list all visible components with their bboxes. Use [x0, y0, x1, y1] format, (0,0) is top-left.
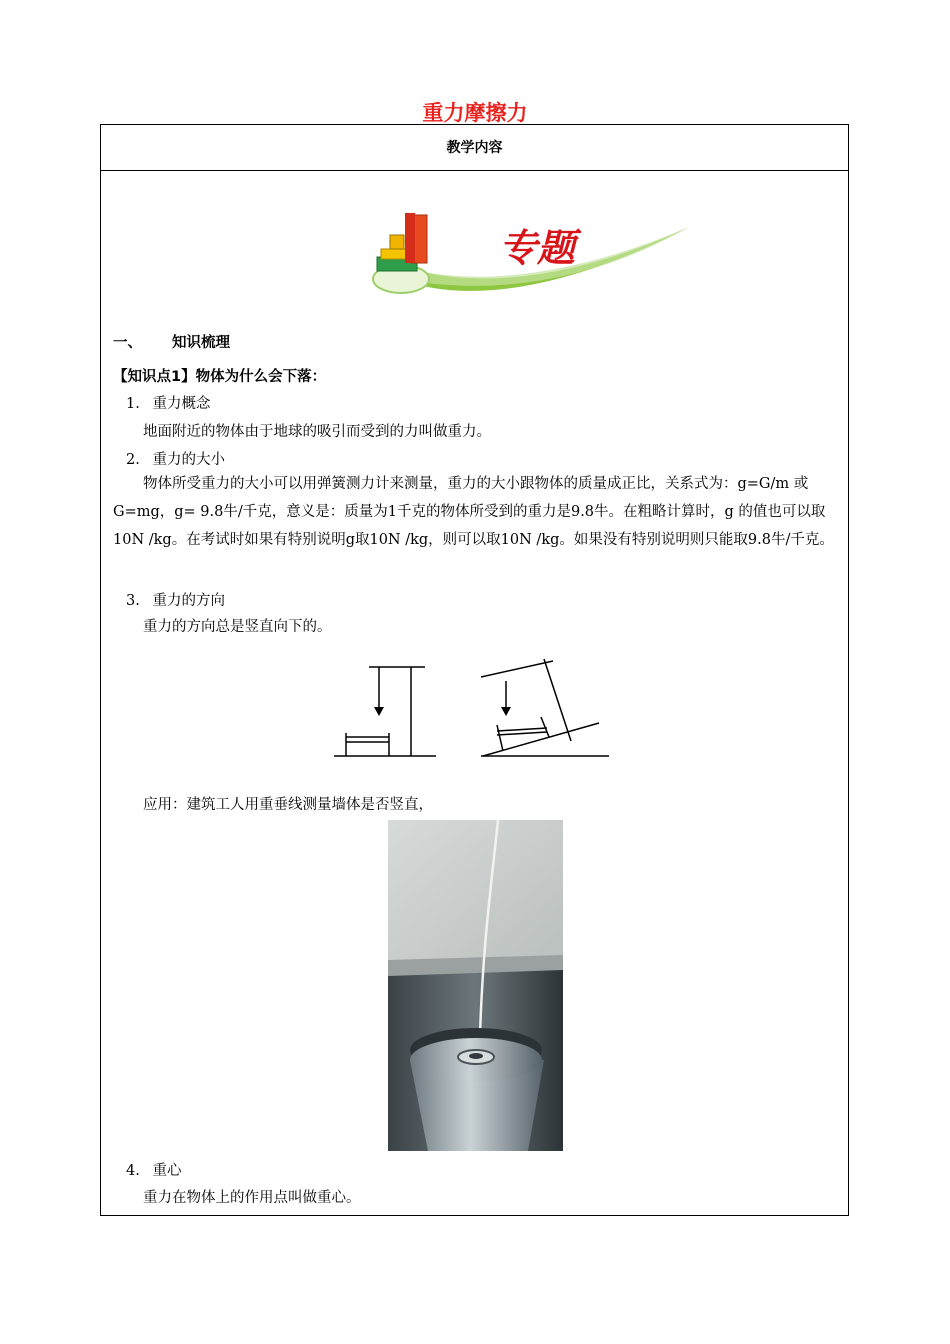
section-number: 一、: [113, 335, 142, 351]
item-2-title: 重力的大小: [152, 452, 225, 468]
item-3-number: 3.: [126, 593, 140, 609]
gravity-direction-diagram: [331, 655, 611, 765]
application-text: 应用：建筑工人用重垂线测量墙体是否竖直，: [143, 797, 433, 813]
item-2-body: [113, 470, 840, 554]
item-1-body: 地面附近的物体由于地球的吸引而受到的力叫做重力。: [143, 424, 491, 440]
arrow-down-icon: [374, 707, 384, 716]
content-table: [100, 124, 849, 1216]
section-title: 知识梳理: [172, 335, 230, 351]
document-title: 重力摩擦力: [422, 101, 528, 125]
item-2-heading: [126, 448, 225, 469]
item-3-body: 重力的方向总是竖直向下的。: [143, 619, 332, 635]
section-heading: [113, 331, 230, 352]
table-header: 教学内容: [101, 125, 848, 171]
arrow-down-icon: [501, 707, 511, 716]
knowledge-point-heading: 【知识点1】物体为什么会下落：: [113, 369, 327, 385]
item-1-title: 重力概念: [152, 396, 211, 412]
item-3-title: 重力的方向: [152, 593, 225, 609]
item-4-title: 重心: [152, 1163, 182, 1179]
item-4-body: 重力在物体上的作用点叫做重心。: [143, 1190, 361, 1206]
banner-text: 专题: [499, 225, 576, 270]
plumb-bob-photo: [388, 820, 563, 1151]
item-4-number: 4.: [126, 1163, 140, 1179]
item-1-heading: [126, 392, 210, 413]
topic-banner: [359, 209, 694, 305]
item-4-heading: [126, 1159, 181, 1180]
item-2-number: 2.: [126, 452, 140, 468]
item-3-heading: [126, 589, 225, 610]
item-1-number: 1.: [126, 396, 140, 412]
item-2-body-text: 物体所受重力的大小可以用弹簧测力计来测量，重力的大小跟物体的质量成正比，关系式为：g=G/m 或G=mg，g= 9.8牛/千克，意义是：质量为1千克的物体所受到的重力是9.8牛。在粗略计算时，g 的值也可以取10N /kg。在考试时如果有特别说明g取10N /kg，则可以取10N /kg。如果没有特别说明则只能取9.8牛/千克。: [113, 476, 834, 548]
